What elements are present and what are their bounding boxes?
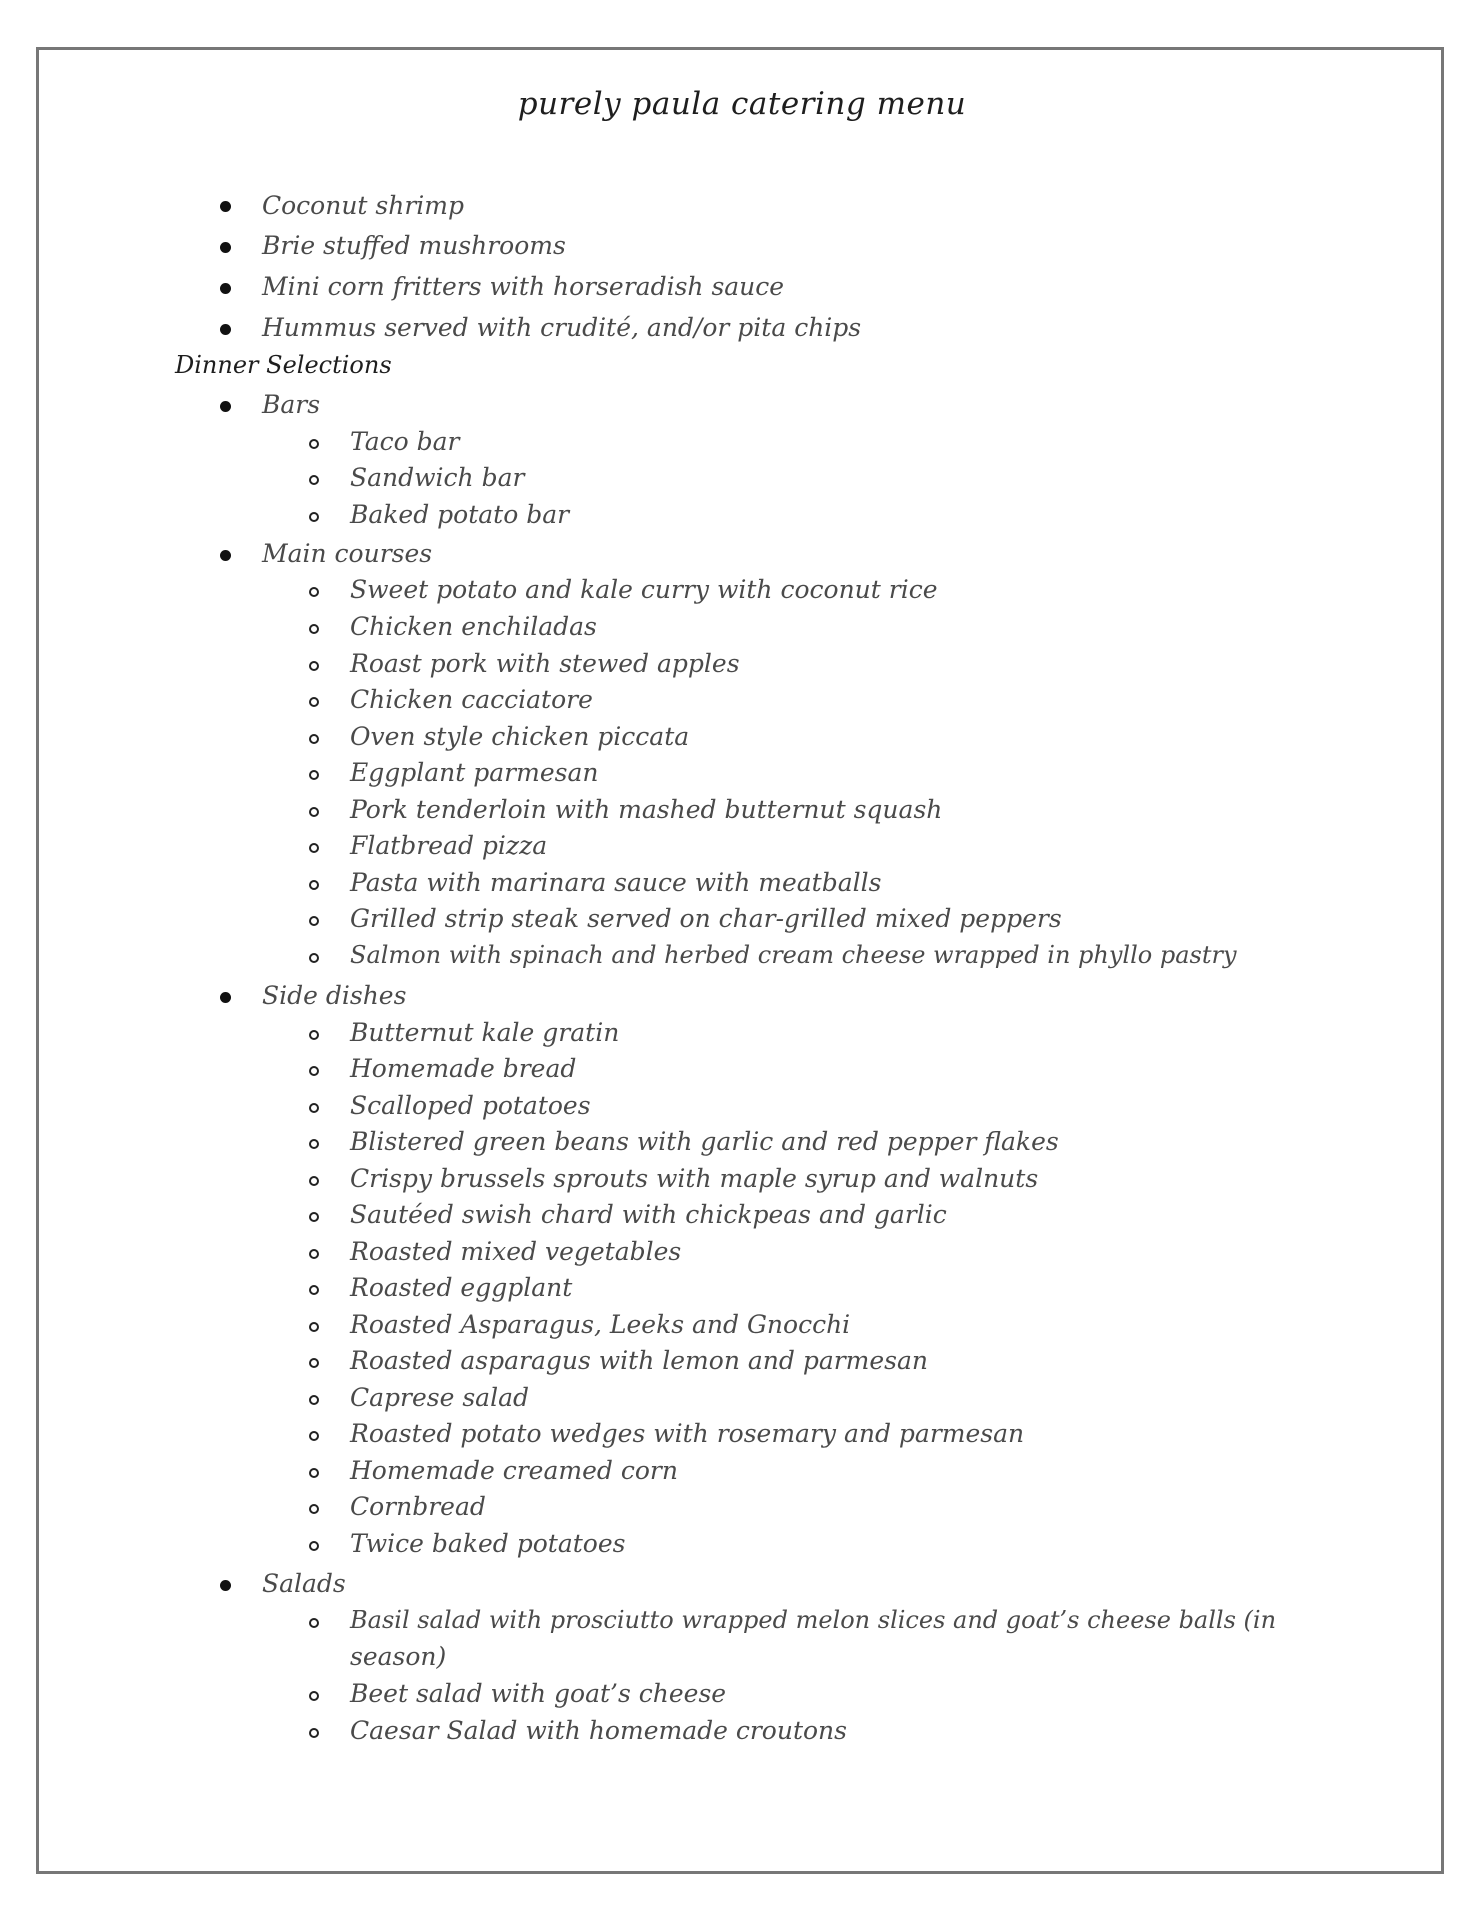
sub-bullet-icon — [309, 734, 319, 744]
list-item: Flatbread pizza — [350, 831, 548, 860]
list-item: Beet salad with goat’s cheese — [350, 1679, 727, 1708]
list-item: Eggplant parmesan — [350, 758, 599, 787]
sub-bullet-icon — [309, 1066, 319, 1076]
list-item: Roast pork with stewed apples — [350, 649, 740, 678]
sub-bullet-icon — [309, 770, 319, 780]
sub-bullet-icon — [309, 843, 319, 853]
sub-bullet-icon — [309, 1212, 319, 1222]
sub-bullet-icon — [309, 1504, 319, 1514]
bullet-icon — [220, 401, 231, 412]
list-item: Sweet potato and kale curry with coconut rice — [350, 575, 938, 604]
sub-bullet-icon — [309, 1468, 319, 1478]
category-label: Main courses — [262, 539, 433, 568]
sub-bullet-icon — [309, 661, 319, 671]
list-item: Baked potato bar — [350, 500, 570, 529]
list-item: Pork tenderloin with mashed butternut squash — [350, 795, 943, 824]
list-item: Mini corn fritters with horseradish sauce — [262, 272, 785, 301]
sub-bullet-icon — [309, 1395, 319, 1405]
list-item: Roasted Asparagus, Leeks and Gnocchi — [350, 1310, 851, 1339]
sub-bullet-icon — [309, 1139, 319, 1149]
bullet-icon — [220, 201, 231, 212]
list-item: Blistered green beans with garlic and red pepper flakes — [350, 1127, 1059, 1156]
sub-bullet-icon — [309, 1103, 319, 1113]
category-label: Side dishes — [262, 981, 407, 1010]
sub-bullet-icon — [309, 1176, 319, 1186]
sub-bullet-icon — [309, 1431, 319, 1441]
list-item: Cornbread — [350, 1492, 486, 1521]
bullet-icon — [220, 992, 231, 1003]
sub-bullet-icon — [309, 1030, 319, 1040]
list-item: Caprese salad — [350, 1383, 529, 1412]
list-item: Grilled strip steak served on char-grilled mixed peppers — [350, 904, 1062, 933]
list-item: Sautéed swish chard with chickpeas and garlic — [350, 1200, 947, 1229]
list-item: Roasted potato wedges with rosemary and parmesan — [350, 1419, 1025, 1448]
sub-bullet-icon — [309, 439, 319, 449]
list-item: Taco bar — [350, 427, 460, 456]
list-item: Coconut shrimp — [262, 191, 465, 220]
sub-bullet-icon — [309, 807, 319, 817]
list-item-continuation: season) — [350, 1642, 447, 1671]
list-item: Caesar Salad with homemade croutons — [350, 1716, 847, 1745]
sub-bullet-icon — [309, 880, 319, 890]
list-item: Oven style chicken piccata — [350, 722, 690, 751]
bullet-icon — [220, 550, 231, 561]
sub-bullet-icon — [309, 1541, 319, 1551]
sub-bullet-icon — [309, 1285, 319, 1295]
list-item: Roasted mixed vegetables — [350, 1237, 682, 1266]
list-item: Roasted eggplant — [350, 1273, 573, 1302]
section-heading: Dinner Selections — [175, 351, 392, 379]
list-item: Crispy brussels sprouts with maple syrup and walnuts — [350, 1164, 1039, 1193]
sub-bullet-icon — [309, 697, 319, 707]
bullet-icon — [220, 324, 231, 335]
bullet-icon — [220, 242, 231, 253]
list-item: Roasted asparagus with lemon and parmesan — [350, 1346, 929, 1375]
list-item: Scalloped potatoes — [350, 1091, 591, 1120]
bullet-icon — [220, 1580, 231, 1591]
list-item: Homemade creamed corn — [350, 1456, 678, 1485]
list-item: Chicken enchiladas — [350, 612, 597, 641]
list-item: Hummus served with crudité, and/or pita chips — [262, 313, 862, 342]
sub-bullet-icon — [309, 953, 319, 963]
list-item: Salmon with spinach and herbed cream cheese wrapped in phyllo pastry — [350, 941, 1237, 969]
sub-bullet-icon — [309, 1322, 319, 1332]
page-title: purely paula catering menu — [517, 86, 967, 122]
sub-bullet-icon — [309, 1691, 319, 1701]
sub-bullet-icon — [309, 512, 319, 522]
category-label: Bars — [262, 390, 321, 419]
list-item: Butternut kale gratin — [350, 1018, 620, 1047]
sub-bullet-icon — [309, 1358, 319, 1368]
category-label: Salads — [262, 1569, 346, 1598]
list-item: Twice baked potatoes — [350, 1529, 626, 1558]
list-item: Homemade bread — [350, 1054, 577, 1083]
sub-bullet-icon — [309, 1249, 319, 1259]
sub-bullet-icon — [309, 1728, 319, 1738]
list-item: Basil salad with prosciutto wrapped melon slices and goat’s cheese balls (in — [350, 1606, 1277, 1634]
list-item: Pasta with marinara sauce with meatballs — [350, 868, 882, 897]
sub-bullet-icon — [309, 475, 319, 485]
list-item: Sandwich bar — [350, 463, 525, 492]
sub-bullet-icon — [309, 624, 319, 634]
sub-bullet-icon — [309, 916, 319, 926]
bullet-icon — [220, 283, 231, 294]
list-item: Brie stuffed mushrooms — [262, 231, 566, 260]
sub-bullet-icon — [309, 587, 319, 597]
sub-bullet-icon — [309, 1618, 319, 1628]
list-item: Chicken cacciatore — [350, 685, 593, 714]
